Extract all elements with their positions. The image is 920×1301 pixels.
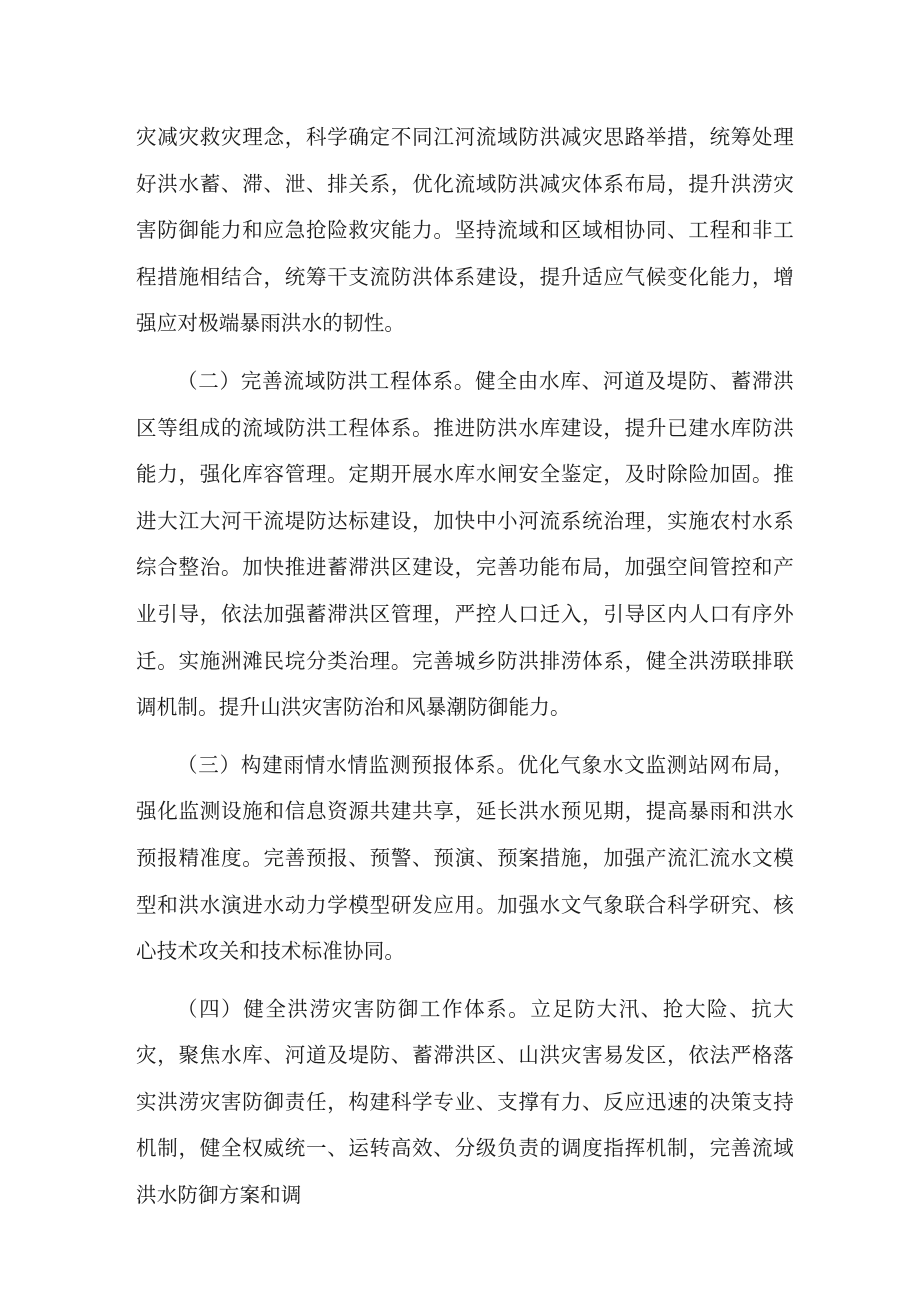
paragraph-section-2: （二）完善流域防洪工程体系。健全由水库、河道及堤防、蓄滞洪区等组成的流域防洪工程体系。推进防洪水库建设，提升已建水库防洪能力，强化库容管理。定期开展水库水闸安全鉴定，及时除险加固。推进大江大河干流堤防达标建设，加快中小河流系统治理，实施农村水系综合整治。加快推进蓄滞洪区建设，完善功能布局，加强空间管控和产业引导，依法加强蓄滞洪区管理，严控人口迁入，引导区内人口有序外迁。实施洲滩民垸分类治理。完善城乡防洪排涝体系，健全洪涝联排联调机制。提升山洪灾害防治和风暴潮防御能力。 (136, 368, 794, 720)
document-body (136, 114, 794, 1230)
paragraph-section-3: （三）构建雨情水情监测预报体系。优化气象水文监测站网布局，强化监测设施和信息资源共建共享，延长洪水预见期，提高暴雨和洪水预报精准度。完善预报、预警、预演、预案措施，加强产流汇流水文模型和洪水演进水动力学模型研发应用。加强水文气象联合科学研究、核心技术攻关和技术标准协同。 (136, 752, 794, 964)
paragraph-continuation: 灾减灾救灾理念，科学确定不同江河流域防洪减灾思路举措，统筹处理好洪水蓄、滞、泄、排关系，优化流域防洪减灾体系布局，提升洪涝灾害防御能力和应急抢险救灾能力。坚持流域和区域相协同、工程和非工程措施相结合，统筹干支流防洪体系建设，提升适应气候变化能力，增强应对极端暴雨洪水的韧性。 (136, 125, 794, 336)
paragraph-section-4: （四）健全洪涝灾害防御工作体系。立足防大汛、抢大险、抗大灾，聚焦水库、河道及堤防、蓄滞洪区、山洪灾害易发区，依法严格落实洪涝灾害防御责任，构建科学专业、支撑有力、反应迅速的决策支持机制，健全权威统一、运转高效、分级负责的调度指挥机制，完善流域洪水防御方案和调 (136, 996, 794, 1208)
